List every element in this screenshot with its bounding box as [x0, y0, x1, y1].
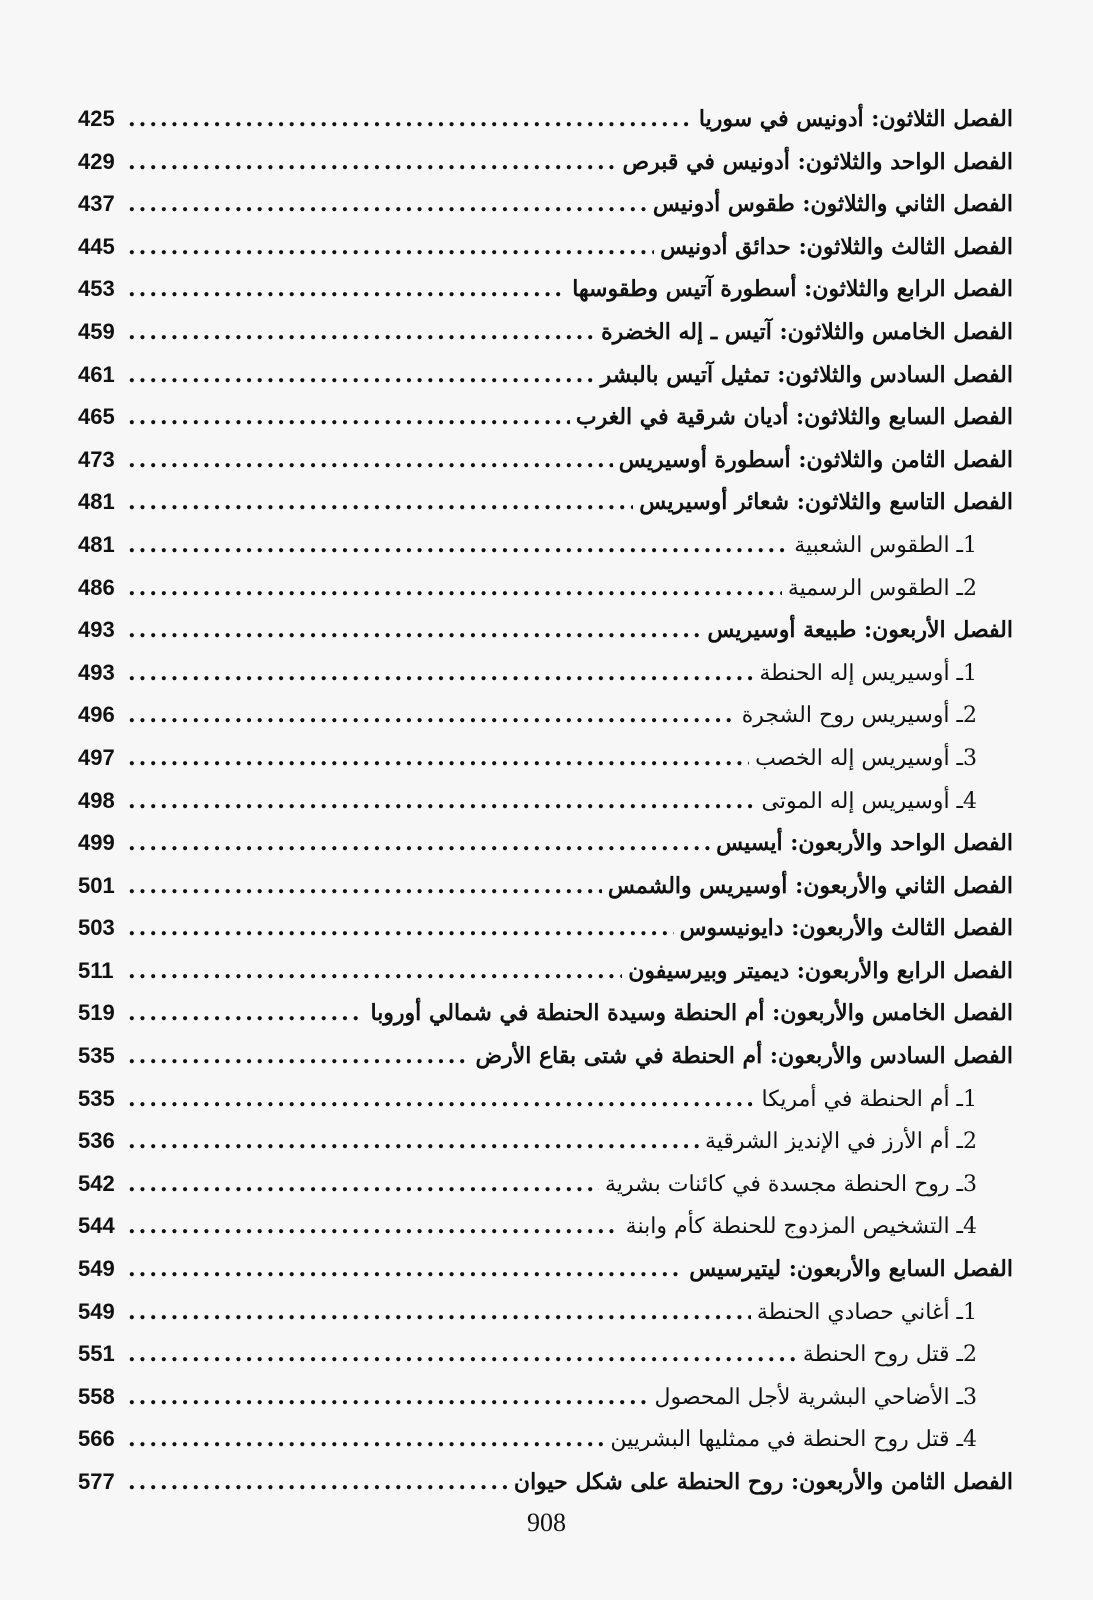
toc-chapter-entry — [78, 439, 1013, 482]
toc-section-entry — [78, 1120, 1013, 1163]
toc-dot-leader — [128, 907, 674, 950]
toc-entry-page-number: 493 — [78, 617, 115, 643]
toc-entry-title: 2ـ قتل روح الحنطة — [802, 1342, 977, 1368]
toc-entry-title: 3ـ أوسيريس إله الخصب — [755, 745, 977, 771]
toc-entry-title: الفصل الرابع والثلاثون: أسطورة آتيس وطقوسها — [572, 276, 1013, 303]
toc-chapter-entry — [78, 311, 1013, 354]
toc-dot-leader — [128, 354, 595, 397]
toc-dot-leader — [128, 98, 693, 141]
toc-dot-leader — [128, 1120, 699, 1163]
toc-dot-leader — [128, 737, 749, 780]
toc-entry-title: الفصل الخامس والأربعون: أم الحنطة وسيدة الحنطة في شمالي أوروبا — [370, 1000, 1013, 1027]
toc-entry-page-number: 519 — [78, 1000, 115, 1026]
page-number: 908 — [527, 1508, 566, 1537]
toc-entry-page-number: 551 — [78, 1341, 115, 1367]
toc-dot-leader — [128, 950, 622, 993]
toc-entry-title: 2ـ الطقوس الرسمية — [787, 575, 977, 601]
toc-dot-leader — [128, 822, 710, 865]
toc-dot-leader — [128, 1078, 755, 1121]
toc-dot-leader — [128, 1291, 751, 1334]
toc-entry-page-number: 499 — [78, 830, 115, 856]
toc-section-entry — [78, 780, 1013, 823]
toc-entry-title: 2ـ أوسيريس روح الشجرة — [741, 703, 977, 729]
toc-entry-page-number: 486 — [78, 574, 115, 600]
toc-chapter-entry — [78, 98, 1013, 141]
toc-section-entry — [78, 652, 1013, 695]
toc-section-entry — [78, 694, 1013, 737]
toc-entry-title: الفصل الثالث والأربعون: دايونيسوس — [679, 915, 1013, 942]
toc-entry-page-number: 437 — [78, 191, 115, 217]
toc-dot-leader — [128, 1205, 620, 1248]
toc-section-entry — [78, 567, 1013, 610]
toc-dot-leader — [128, 1418, 604, 1461]
toc-chapter-entry — [78, 1035, 1013, 1078]
toc-chapter-entry — [78, 1248, 1013, 1291]
toc-entry-page-number: 511 — [78, 957, 114, 983]
toc-dot-leader — [128, 609, 701, 652]
toc-section-entry — [78, 524, 1013, 567]
toc-entry-title: 2ـ أم الأرز في الإنديز الشرقية — [704, 1129, 977, 1155]
toc-chapter-entry — [78, 822, 1013, 865]
toc-entry-page-number: 577 — [78, 1469, 115, 1494]
toc-section-entry — [78, 1333, 1013, 1376]
toc-entry-page-number: 501 — [78, 872, 115, 898]
toc-entry-page-number: 566 — [78, 1426, 115, 1452]
toc-chapter-entry — [78, 396, 1013, 439]
toc-chapter-entry — [78, 950, 1013, 993]
toc-dot-leader — [128, 652, 753, 695]
toc-entry-page-number: 549 — [78, 1298, 115, 1324]
table-of-contents — [78, 98, 1013, 1504]
toc-chapter-entry — [78, 481, 1013, 524]
toc-dot-leader — [128, 1035, 470, 1078]
toc-entry-page-number: 453 — [78, 276, 115, 302]
toc-dot-leader — [128, 311, 595, 354]
toc-entry-title: الفصل الثاني والثلاثون: طقوس أدونيس — [652, 191, 1013, 218]
toc-entry-page-number: 481 — [78, 489, 115, 515]
toc-dot-leader — [128, 524, 788, 567]
toc-entry-page-number: 473 — [78, 446, 115, 472]
toc-dot-leader — [128, 396, 570, 439]
toc-entry-page-number: 497 — [78, 744, 115, 770]
toc-section-entry — [78, 1163, 1013, 1206]
toc-entry-page-number: 465 — [78, 404, 115, 430]
toc-entry-title: 3ـ الأضاحي البشرية لأجل المحصول — [654, 1384, 977, 1410]
toc-section-entry — [78, 1291, 1013, 1334]
toc-entry-title: الفصل الواحد والثلاثون: أدونيس في قبرص — [622, 148, 1013, 175]
toc-dot-leader — [128, 481, 633, 524]
toc-entry-title: الفصل الثامن والثلاثون: أسطورة أوسيريس — [618, 446, 1013, 473]
toc-entry-title: الفصل الواحد والأربعون: أيسيس — [716, 830, 1013, 857]
toc-chapter-entry — [78, 141, 1013, 184]
toc-entry-title: 4ـ أوسيريس إله الموتى — [761, 788, 977, 814]
toc-dot-leader — [128, 1163, 599, 1206]
toc-entry-title: الفصل الرابع والأربعون: ديميتر وبيرسيفون — [628, 957, 1013, 984]
toc-entry-title: الفصل السادس والأربعون: أم الحنطة في شتى بقاع الأرض — [475, 1043, 1013, 1070]
toc-entry-title: 1ـ أم الحنطة في أمريكا — [761, 1086, 977, 1112]
toc-entry-page-number: 558 — [78, 1383, 115, 1409]
toc-entry-title: 3ـ روح الحنطة مجسدة في كائنات بشرية — [604, 1171, 977, 1197]
toc-entry-page-number: 542 — [78, 1170, 115, 1196]
toc-entry-page-number: 535 — [78, 1085, 115, 1111]
toc-entry-title: الفصل السابع والثلاثون: أديان شرقية في الغرب — [575, 404, 1013, 431]
toc-chapter-entry — [78, 907, 1013, 950]
toc-dot-leader — [128, 226, 654, 269]
toc-section-entry — [78, 737, 1013, 780]
toc-dot-leader — [128, 865, 602, 908]
toc-entry-title: الفصل الثالث والثلاثون: حدائق أدونيس — [660, 233, 1013, 260]
toc-entry-title: 4ـ التشخيص المزدوج للحنطة كأم وابنة — [625, 1214, 977, 1240]
toc-dot-leader — [128, 439, 613, 482]
toc-entry-page-number: 496 — [78, 702, 115, 728]
toc-entry-title: 4ـ قتل روح الحنطة في ممثليها البشريين — [610, 1427, 977, 1453]
toc-chapter-entry — [78, 268, 1013, 311]
toc-entry-page-number: 498 — [78, 787, 115, 813]
toc-chapter-entry — [78, 1461, 1013, 1504]
toc-dot-leader — [128, 1376, 648, 1419]
toc-entry-page-number: 461 — [78, 361, 115, 387]
toc-dot-leader — [128, 567, 782, 610]
toc-dot-leader — [128, 1461, 508, 1504]
toc-entry-page-number: 459 — [78, 318, 115, 344]
toc-chapter-entry — [78, 183, 1013, 226]
toc-dot-leader — [128, 780, 755, 823]
toc-entry-page-number: 493 — [78, 659, 115, 685]
toc-entry-title: 1ـ الطقوس الشعبية — [794, 532, 977, 558]
toc-chapter-entry — [78, 354, 1013, 397]
toc-dot-leader — [128, 1248, 683, 1291]
toc-chapter-entry — [78, 226, 1013, 269]
toc-entry-title: الفصل السادس والثلاثون: تمثيل آتيس بالبشر — [600, 361, 1013, 388]
toc-chapter-entry — [78, 609, 1013, 652]
toc-entry-title: الفصل الثامن والأربعون: روح الحنطة على شكل حيوان — [513, 1469, 1013, 1495]
toc-entry-title: 1ـ أوسيريس إله الحنطة — [759, 660, 977, 686]
toc-chapter-entry — [78, 992, 1013, 1035]
toc-section-entry — [78, 1376, 1013, 1419]
toc-entry-page-number: 535 — [78, 1043, 115, 1069]
toc-entry-page-number: 481 — [78, 531, 115, 557]
toc-section-entry — [78, 1205, 1013, 1248]
toc-entry-page-number: 549 — [78, 1256, 115, 1282]
toc-entry-page-number: 503 — [78, 915, 115, 941]
toc-dot-leader — [128, 268, 566, 311]
toc-entry-title: الفصل الثلاثون: أدونيس في سوريا — [698, 106, 1013, 132]
toc-section-entry — [78, 1418, 1013, 1461]
toc-dot-leader — [128, 141, 617, 184]
toc-entry-page-number: 445 — [78, 233, 115, 259]
toc-entry-page-number: 544 — [78, 1213, 115, 1239]
toc-dot-leader — [128, 694, 736, 737]
toc-entry-page-number: 425 — [78, 106, 115, 131]
toc-chapter-entry — [78, 865, 1013, 908]
toc-entry-page-number: 536 — [78, 1128, 115, 1154]
toc-entry-title: 1ـ أغاني حصادي الحنطة — [756, 1299, 977, 1325]
toc-entry-page-number: 429 — [78, 148, 115, 174]
toc-section-entry — [78, 1078, 1013, 1121]
toc-entry-title: الفصل الخامس والثلاثون: آتيس ـ إله الخضرة — [601, 318, 1013, 345]
toc-entry-title: الفصل الأربعون: طبيعة أوسيريس — [707, 617, 1013, 644]
toc-dot-leader — [128, 992, 364, 1035]
toc-dot-leader — [128, 1333, 797, 1376]
toc-dot-leader — [128, 183, 647, 226]
toc-entry-title: الفصل السابع والأربعون: ليتيرسيس — [689, 1256, 1013, 1283]
toc-entry-title: الفصل التاسع والثلاثون: شعائر أوسيريس — [639, 489, 1013, 516]
toc-entry-title: الفصل الثاني والأربعون: أوسيريس والشمس — [607, 872, 1013, 899]
